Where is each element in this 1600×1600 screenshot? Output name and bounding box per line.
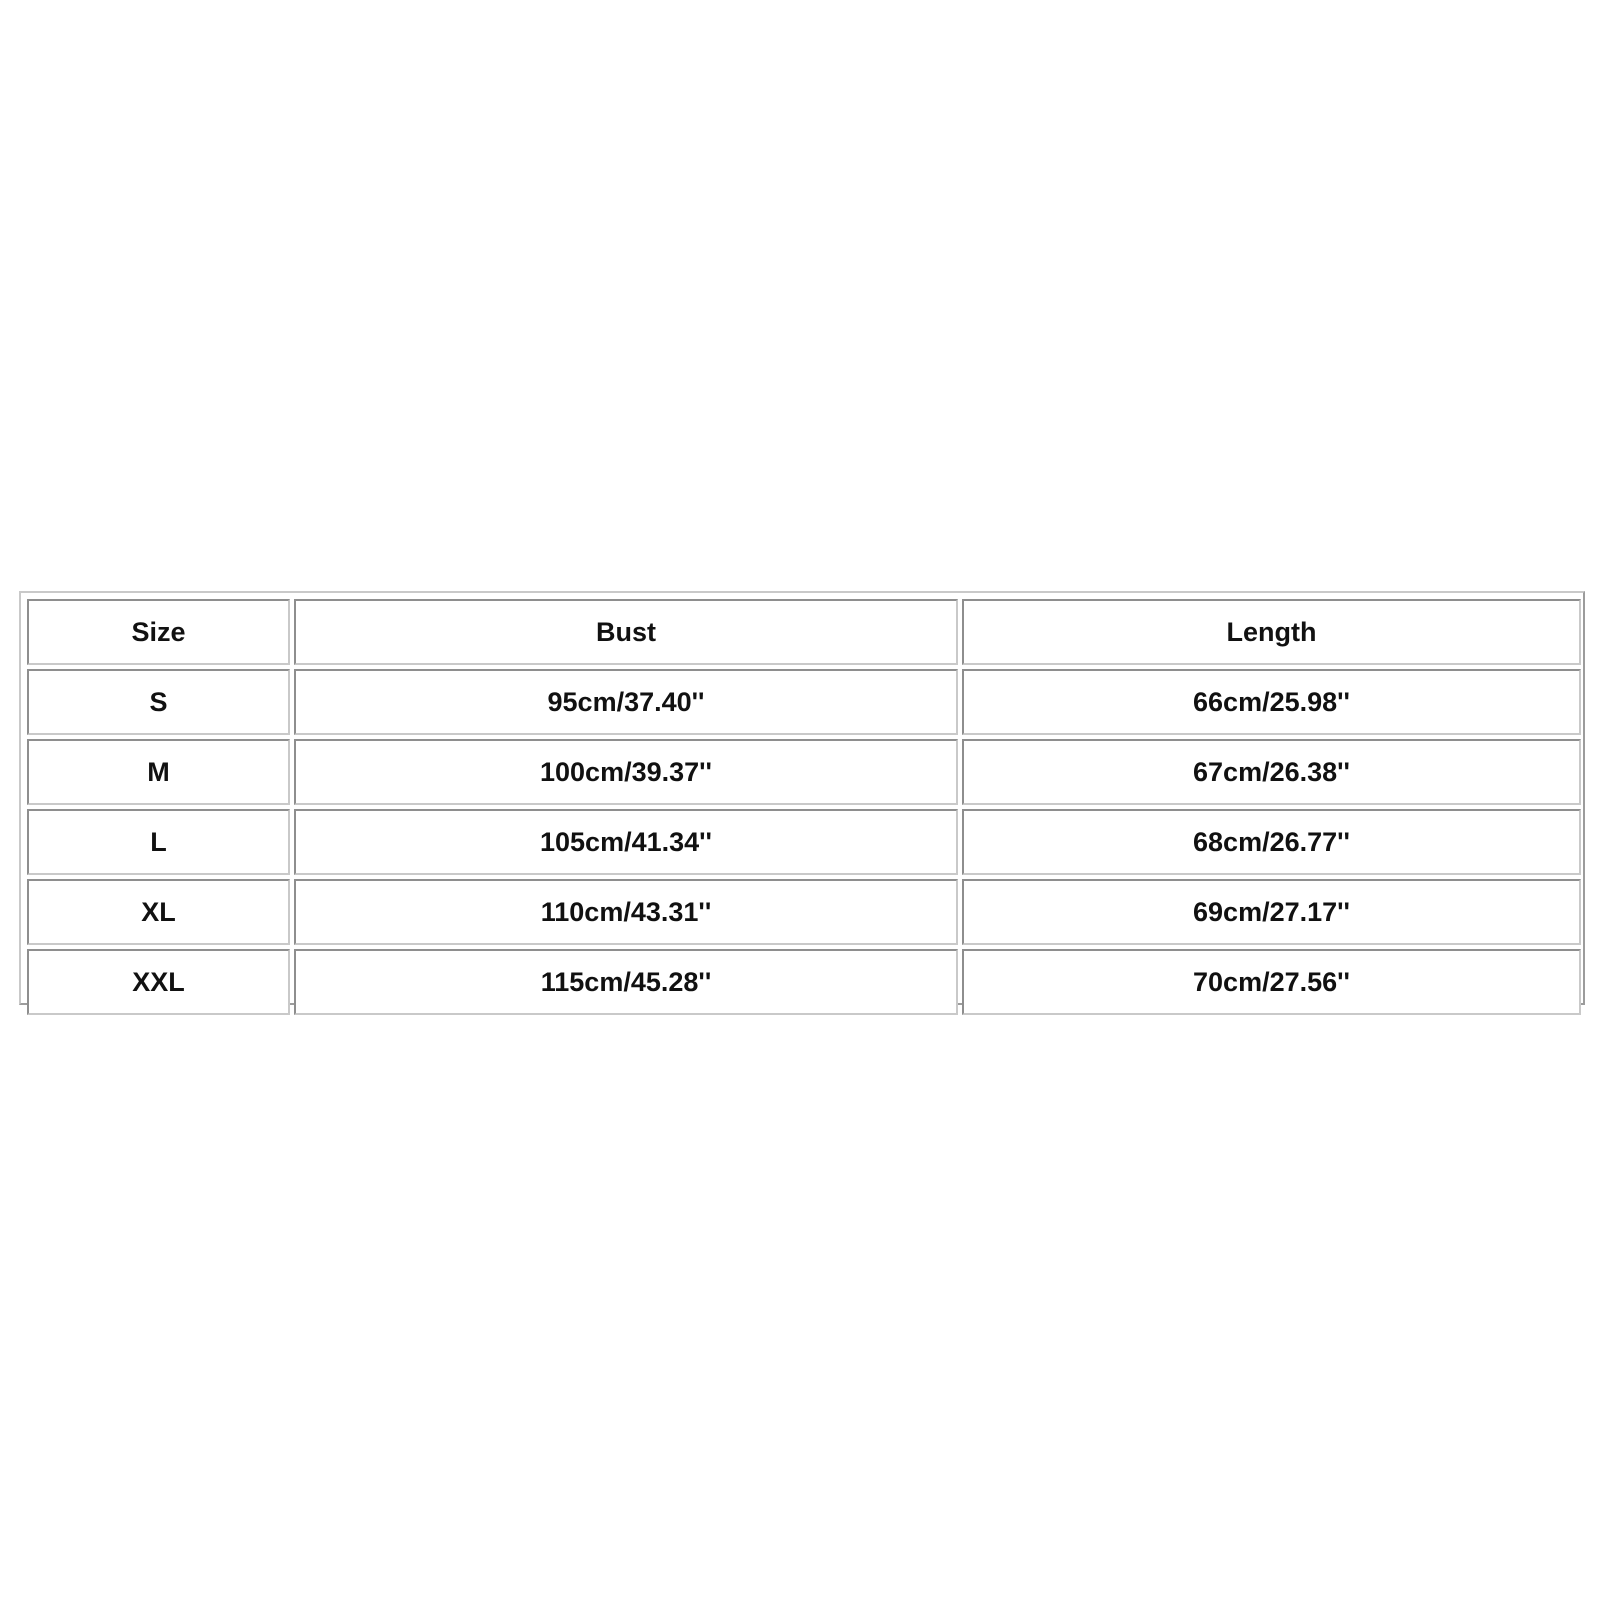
cell-bust: 95cm/37.40'' — [294, 669, 958, 735]
cell-size: XXL — [27, 949, 290, 1015]
table-row — [27, 879, 1581, 945]
cell-size: XL — [27, 879, 290, 945]
table-row — [27, 949, 1581, 1015]
cell-length: 68cm/26.77'' — [962, 809, 1581, 875]
table-row — [27, 739, 1581, 805]
cell-size: L — [27, 809, 290, 875]
size-chart-frame — [19, 591, 1585, 1005]
table-header-row — [27, 599, 1581, 665]
cell-bust: 100cm/39.37'' — [294, 739, 958, 805]
cell-bust: 105cm/41.34'' — [294, 809, 958, 875]
header-length: Length — [962, 599, 1581, 665]
cell-bust: 115cm/45.28'' — [294, 949, 958, 1015]
cell-length: 69cm/27.17'' — [962, 879, 1581, 945]
size-chart-table — [23, 595, 1585, 1019]
cell-bust: 110cm/43.31'' — [294, 879, 958, 945]
cell-length: 70cm/27.56'' — [962, 949, 1581, 1015]
header-bust: Bust — [294, 599, 958, 665]
cell-length: 67cm/26.38'' — [962, 739, 1581, 805]
cell-length: 66cm/25.98'' — [962, 669, 1581, 735]
header-size: Size — [27, 599, 290, 665]
cell-size: S — [27, 669, 290, 735]
cell-size: M — [27, 739, 290, 805]
table-row — [27, 669, 1581, 735]
table-row — [27, 809, 1581, 875]
